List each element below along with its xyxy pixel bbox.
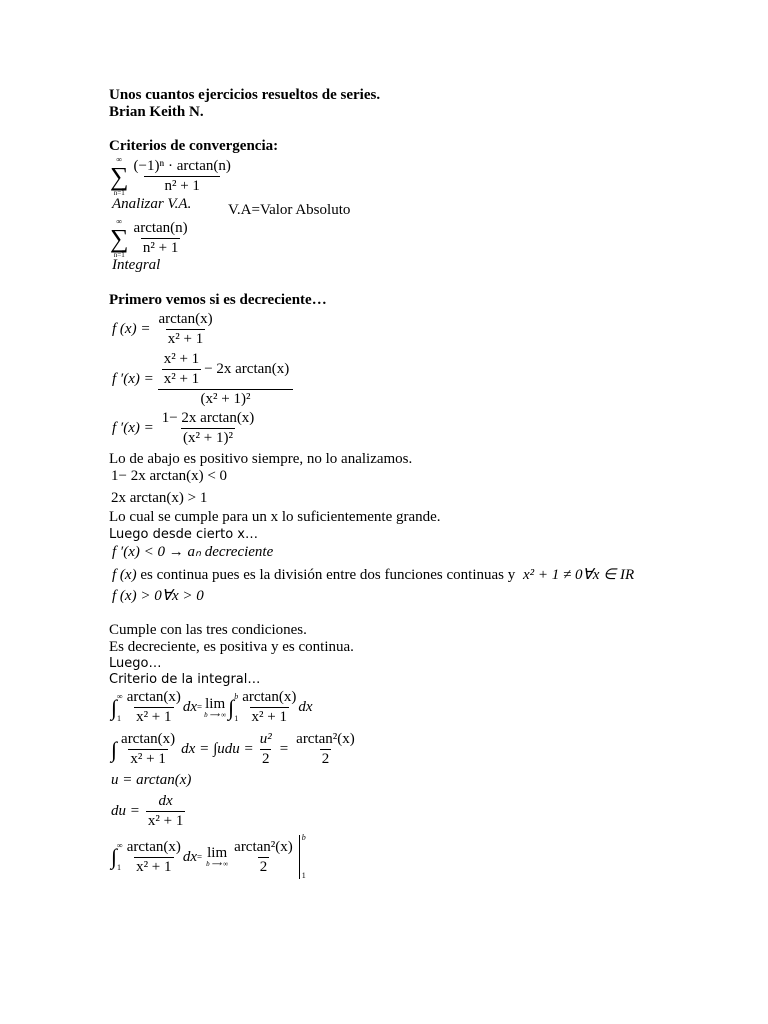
integral-icon: ∫ [111,844,118,869]
i2-u-squared: u² [259,731,272,747]
integral-icon: ∫ [111,694,118,720]
note-large-x: Lo cual se cumple para un x lo suficientemente grande. [109,509,441,525]
i1b-dx: dx [298,699,313,715]
f-prime-quotient [112,352,291,407]
i3-denominator: x² + 1 [136,858,172,875]
f-definition [112,312,215,347]
i2-dx: dx = [181,741,210,757]
conclusion-line-1: Cumple con las tres condiciones. [109,622,307,638]
f-prime-simplified [112,411,256,446]
series-1-numerator: (−1)ⁿ · arctan(n) [133,158,231,174]
du-numerator: dx [158,793,173,809]
eval-lower: 1 [301,871,306,880]
series-1 [110,156,233,197]
convergence-heading: Criterios de convergencia: [109,138,279,154]
eval-upper: b [301,833,306,842]
i1-dx: dx [182,699,198,715]
note-denominator-positive: Lo de abajo es positivo siempre, no lo analizamos. [109,451,413,467]
inequality-2: 2x arctan(x) > 1 [111,490,208,506]
series-2-numerator: arctan(n) [133,220,188,236]
summation-icon: ∑ [110,224,129,253]
fp2-numerator: 1− 2x arctan(x) [161,410,255,426]
i2-result-numerator: arctan²(x) [296,731,355,747]
limit-label: lim [205,695,226,712]
series-1-denominator: n² + 1 [144,176,219,194]
conclusion-line-3: Luego… [109,656,162,671]
i2-denominator: x² + 1 [130,751,166,767]
sum-lower-limit: n=1 [113,189,125,197]
sum-upper-limit: ∞ [116,217,123,226]
f-lhs: f (x) = [112,321,151,337]
du-lhs: du = [111,803,140,819]
series-2-denominator: n² + 1 [142,240,179,256]
limit-label: lim [207,845,228,861]
limit-subscript: b ⟶ ∞ [206,860,229,868]
series-2 [110,218,190,259]
integral-upper: ∞ [117,841,123,850]
analyze-va-label: Analizar V.A. [112,196,192,212]
i3-result-numerator: arctan²(x) [234,838,293,855]
sum-upper-limit: ∞ [116,155,123,164]
integral-equation-3: ∫ ∞ 1 $\frac{\arctan(x)}{\text{x² + 1}}$ dx = lim b ⟶ ∞ $\frac{\text{arctan²(x)}}{2}$ b 1 [111,833,306,880]
cond2-formula: x² + 1 ≠ 0∀x ∈ IR [523,567,635,583]
integral-upper: ∞ [117,691,123,701]
integral-equation-1: ∫ ∞ 1 $\frac{\arctan(x)}{\text{x² + 1}}$ dx = lim b ⟶ ∞ ∫ b 1 $\frac{\arctan(x)}{\text{x² + 1}}$ dx [111,689,313,725]
i1-numerator: arctan(x) [126,689,181,705]
limit-subscript: b ⟶ ∞ [204,710,227,719]
summation-icon: ∑ [110,162,129,191]
fp2-denominator: (x² + 1)² [183,430,233,446]
condition-decreasing: f ′(x) < 0 → aₙ decreciente [112,544,274,560]
fp1-inner-numerator: x² + 1 [163,351,200,367]
decreasing-heading: Primero vemos si es decreciente… [109,292,327,308]
conclusion-line-4: Criterio de la integral… [109,672,261,687]
note-from-some-x: Luego desde cierto x… [109,527,258,542]
i2-result-denominator: 2 [321,751,330,767]
integral-lower: 1 [234,713,239,723]
evaluation-bar [299,835,300,879]
i1-denominator: x² + 1 [136,709,172,725]
integral-icon: ∫ [228,694,235,720]
f-numerator: arctan(x) [158,311,213,327]
cond2-text: es continua pues es la división entre dos funciones continuas y [140,567,516,583]
cond2-f: f (x) [112,567,137,583]
conclusion-line-2: Es decreciente, es positiva y es continua. [109,639,354,655]
i1b-numerator: arctan(x) [242,689,297,705]
inequality-1: 1− 2x arctan(x) < 0 [111,468,228,484]
fp2-lhs: f ′(x) = [112,420,154,436]
fp1-lhs: f ′(x) = [112,371,154,387]
author-name: Brian Keith N. [109,104,204,120]
du-denominator: x² + 1 [147,813,184,829]
integral-lower: 1 [117,713,122,723]
substitution-u: u = arctan(x) [111,772,192,788]
fp1-minus-term: − 2x arctan(x) [204,361,290,377]
i2-numerator: arctan(x) [121,731,176,747]
integral-upper-b: b [234,691,239,701]
va-note: V.A=Valor Absoluto [228,202,351,218]
condition-positive: f (x) > 0∀x > 0 [112,588,204,604]
condition-continuous [112,568,634,583]
i1b-denominator: x² + 1 [251,709,287,725]
document-title: Unos cuantos ejercicios resueltos de series. [109,87,381,103]
fp1-denominator: (x² + 1)² [158,389,294,407]
f-denominator: x² + 1 [167,331,204,347]
i3-result-denominator: 2 [259,858,268,875]
i3-numerator: arctan(x) [126,838,181,855]
integral-equation-2: ∫ $\frac{\arctan(x)}{\text{x² + 1}}$ dx = ∫udu = $\frac{\text{u²}}{2}$ = $\frac{\text{arctan²(x)}}{2}$ [111,731,355,767]
fp1-inner-denominator: x² + 1 [163,371,200,387]
i3-dx: dx [182,848,198,865]
integral-label: Integral [112,257,161,273]
sum-lower-limit: n=1 [113,251,125,259]
i2-udu: ∫udu = [213,741,254,757]
i2-two: 2 [261,751,270,767]
integral-icon: ∫ [111,736,118,762]
substitution-du [111,794,185,829]
integral-lower: 1 [117,863,122,872]
